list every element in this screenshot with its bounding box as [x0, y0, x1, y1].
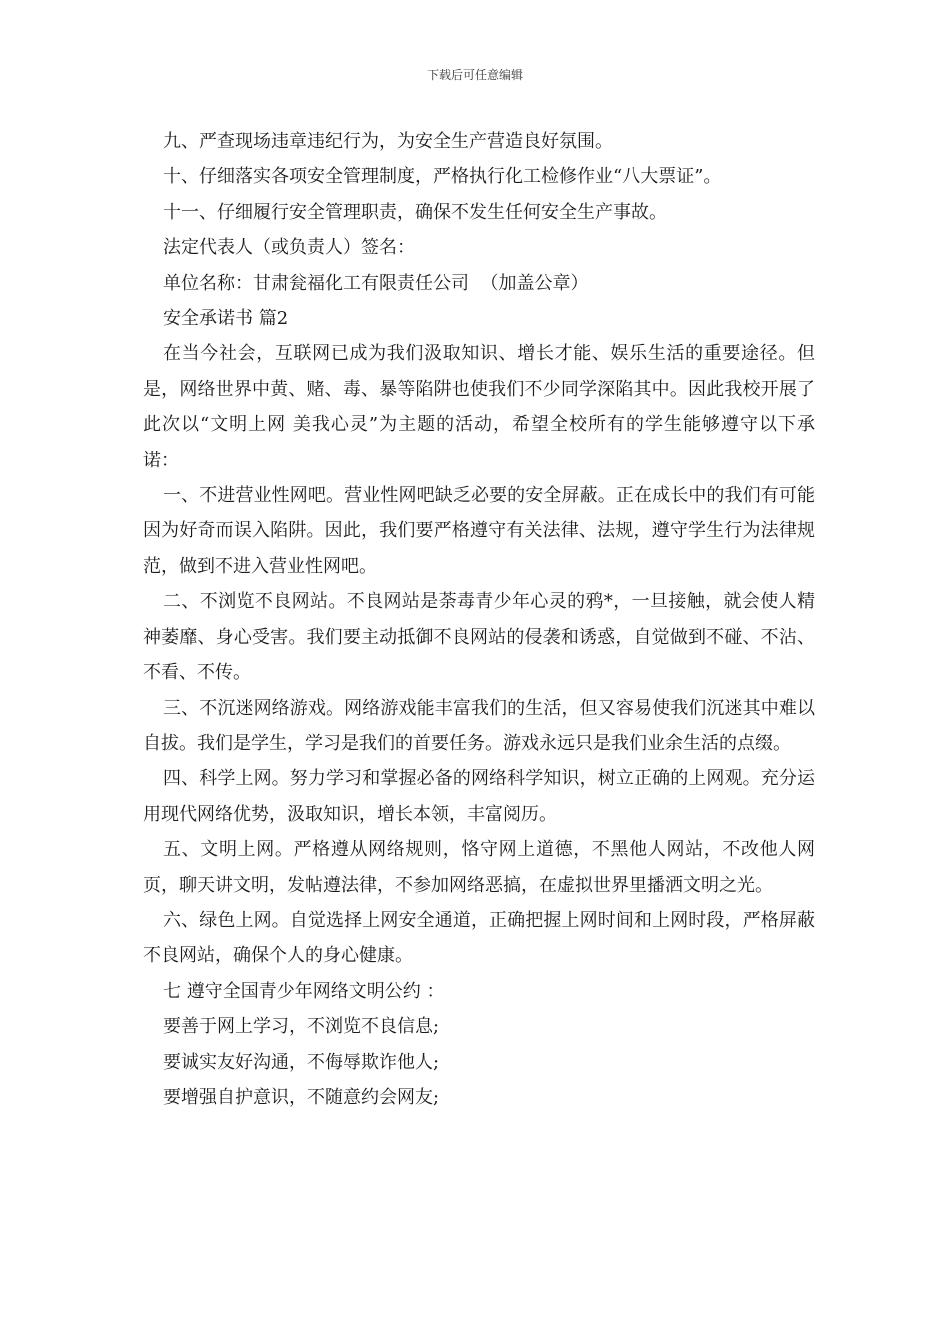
legal-representative-signature: 法定代表人（或负责人）签名： — [163, 237, 415, 259]
section-title: 安全承诺书 篇2 — [163, 308, 289, 330]
pledge-paragraph-6: 六、绿色上网。自觉选择上网安全通道，正确把握上网时间和上网时段，严格屏蔽不良网站，确保个人的身心健康。 — [143, 909, 815, 967]
pledge-paragraph-4: 四、科学上网。努力学习和掌握必备的网络科学知识，树立正确的上网观。充分运用现代网络优势，汲取知识，增长本领，丰富阅历。 — [143, 768, 815, 825]
convention-heading: 七 遵守全国青少年网络文明公约 ： — [163, 980, 445, 1002]
pledge-paragraph-2: 二、不浏览不良网站。不良网站是荼毒青少年心灵的鸦*，一旦接触，就会使人精神萎靡、身心受害。我们要主动抵御不良网站的侵袭和诱惑，自觉做到不碰、不沾、不看、不传。 — [143, 591, 815, 684]
convention-item: 要诚实友好沟通，不侮辱欺诈他人; — [163, 1051, 440, 1073]
convention-item: 要善于网上学习，不浏览不良信息; — [163, 1016, 440, 1038]
commitment-item-11: 十一、仔细履行安全管理职责，确保不发生任何安全生产事故。 — [163, 201, 667, 223]
commitment-item-10: 十、仔细落实各项安全管理制度，严格执行化工检修作业“八大票证”。 — [163, 166, 722, 188]
convention-item: 要增强自护意识，不随意约会网友; — [163, 1086, 440, 1108]
page-header-note: 下载后可任意编辑 — [426, 68, 523, 82]
pledge-paragraph-5: 五、文明上网。严格遵从网络规则，恪守网上道德，不黑他人网站，不改他人网页，聊天讲文明，发帖遵法律，不参加网络恶搞，在虚拟世界里播洒文明之光。 — [143, 839, 815, 896]
document-body — [143, 124, 815, 1115]
intro-paragraph: 在当今社会，互联网已成为我们汲取知识、增长才能、娱乐生活的重要途径。但是，网络世界中黄、赌、毒、暴等陷阱也使我们不少同学深陷其中。因此我校开展了此次以“文明上网 美我心灵”为主题的活动，希望全校所有的学生能够遵守以下承诺： — [143, 343, 815, 471]
unit-name-line: 单位名称：甘肃瓮福化工有限责任公司 （加盖公章） — [163, 272, 589, 294]
commitment-item-9: 九、严查现场违章违纪行为，为安全生产营造良好氛围。 — [163, 131, 613, 152]
pledge-paragraph-1: 一、不进营业性网吧。营业性网吧缺乏必要的安全屏蔽。正在成长中的我们有可能因为好奇而误入陷阱。因此，我们要严格遵守有关法律、法规，遵守学生行为法律规范，做到不进入营业性网吧。 — [143, 485, 815, 577]
pledge-paragraph-3: 三、不沉迷网络游戏。网络游戏能丰富我们的生活，但又容易使我们沉迷其中难以自拔。我们是学生，学习是我们的首要任务。游戏永远只是我们业余生活的点缀。 — [143, 697, 815, 754]
